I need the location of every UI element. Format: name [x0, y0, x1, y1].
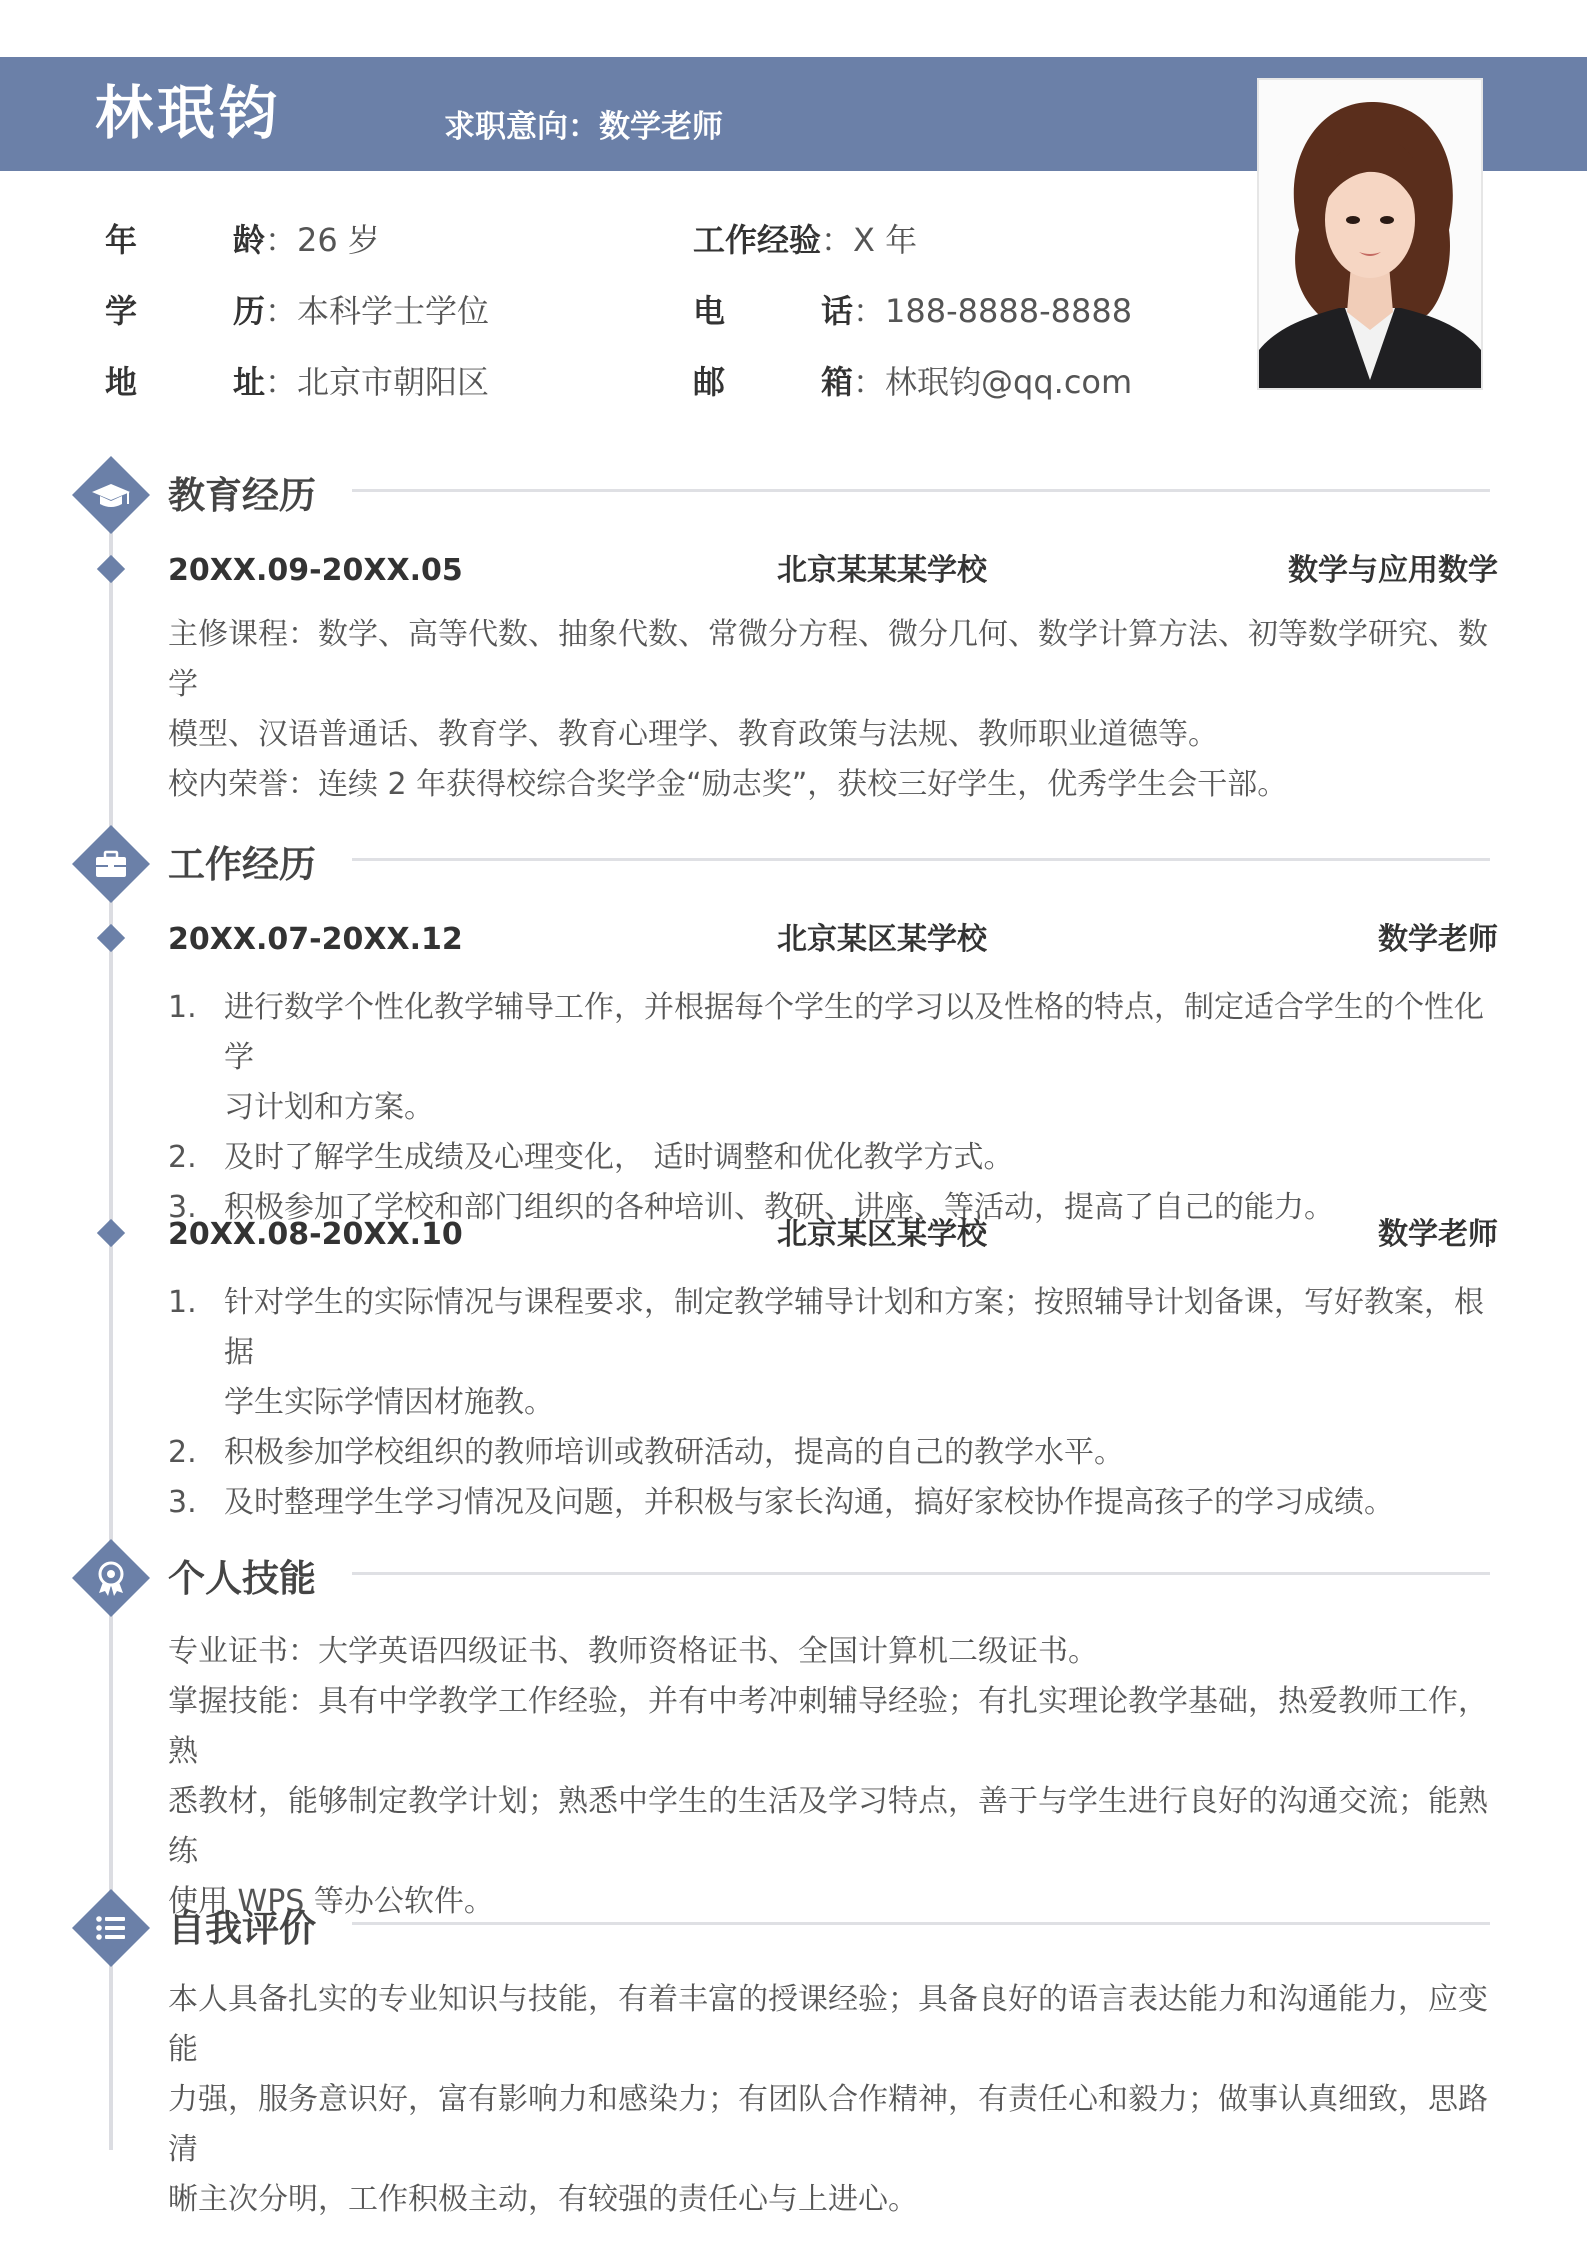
- education-details: 主修课程：数学、高等代数、抽象代数、常微分方程、微分几何、数学计算方法、初等数学研究、数学 模型、汉语普通话、教育学、教育心理学、教育政策与法规、教师职业道德等。 校内荣誉：连续 2 年获得校综合奖学金“励志奖”，获校三好学生，优秀学生会干部。: [168, 617, 1488, 802]
- section-title-education: 教育经历: [168, 474, 316, 517]
- skills-details: 专业证书：大学英语四级证书、教师资格证书、全国计算机二级证书。 掌握技能：具有中学教学工作经验，并有中考冲刺辅导经验；有扎实理论教学基础，热爱教师工作，熟 悉教材，能够制定教学计划；熟悉中学生的生活及学习特点，善于与学生进行良好的沟通交流；能熟练 使用 WPS 等办公软件。: [168, 1634, 1488, 1919]
- section-divider: [352, 858, 1490, 861]
- self-evaluation-text: 本人具备扎实的专业知识与技能，有着丰富的授课经验；具备良好的语言表达能力和沟通能力，应变能 力强，服务意识好，富有影响力和感染力；有团队合作精神，有责任心和毅力；做事认真细致，思路清 晰主次分明，工作积极主动，有较强的责任心与上进心。: [168, 1982, 1488, 2217]
- work-entry-header: [168, 922, 1498, 961]
- section-title-skills: 个人技能: [168, 1557, 316, 1600]
- education-school: 北京某某某学校: [777, 553, 987, 588]
- education-date: 20XX.09-20XX.05: [168, 553, 463, 588]
- section-title-self-evaluation: 自我评价: [168, 1907, 316, 1950]
- list-item: 3. 及时整理学生学习情况及问题，并积极与家长沟通，搞好家校协作提高孩子的学习成绩。: [168, 1485, 1394, 1520]
- timeline-dot: [97, 555, 125, 583]
- list-item: 3. 积极参加了学校和部门组织的各种培训、教研、讲座、等活动，提高了自己的能力。: [168, 1190, 1334, 1225]
- info-education: 学 历 ：本科学士学位: [105, 292, 490, 330]
- list-item: 1. 针对学生的实际情况与课程要求，制定教学辅导计划和方案；按照辅导计划备课，写好教案，根据 学生实际学情因材施教。: [168, 1285, 1484, 1420]
- info-phone: 电 话 ：188-8888-8888: [693, 292, 1133, 330]
- work-role: 数学老师: [1378, 1217, 1498, 1252]
- section-divider: [352, 1922, 1490, 1925]
- section-divider: [352, 489, 1490, 492]
- profile-photo: [1257, 78, 1483, 390]
- list-item: 1. 进行数学个性化教学辅导工作，并根据每个学生的学习以及性格的特点，制定适合学生的个性化学 习计划和方案。: [168, 990, 1484, 1125]
- work-date: 20XX.07-20XX.12: [168, 922, 463, 957]
- job-intention: 求职意向：数学老师: [444, 109, 723, 145]
- work-duties-list: [168, 1278, 1498, 1528]
- section-divider: [352, 1572, 1490, 1575]
- info-experience: 工作经验：X 年: [693, 221, 918, 259]
- timeline-dot: [97, 924, 125, 952]
- list-item: 2. 及时了解学生成绩及心理变化， 适时调整和优化教学方式。: [168, 1140, 1014, 1175]
- work-duties-list: [168, 983, 1498, 1233]
- work-role: 数学老师: [1378, 922, 1498, 957]
- award-icon: [70, 1537, 152, 1619]
- list-icon: [70, 1887, 152, 1969]
- work-company: 北京某区某学校: [777, 922, 987, 957]
- info-age: 年 龄 ：26 岁: [105, 221, 380, 259]
- list-item: 2. 积极参加学校组织的教师培训或教研活动，提高的自己的教学水平。: [168, 1435, 1124, 1470]
- education-major: 数学与应用数学: [1288, 553, 1498, 588]
- work-company: 北京某区某学校: [777, 1217, 987, 1252]
- graduation-cap-icon: [70, 454, 152, 536]
- info-email: 邮 箱 ：林珉钧@qq.com: [693, 363, 1133, 401]
- work-date: 20XX.08-20XX.10: [168, 1217, 463, 1252]
- info-address: 地 址 ：北京市朝阳区: [105, 363, 490, 401]
- briefcase-icon: [70, 823, 152, 905]
- work-entry-header: [168, 1217, 1498, 1256]
- timeline-dot: [97, 1219, 125, 1247]
- candidate-name: 林珉钧: [95, 79, 282, 147]
- education-entry-header: [168, 553, 1498, 592]
- section-title-work: 工作经历: [168, 843, 316, 886]
